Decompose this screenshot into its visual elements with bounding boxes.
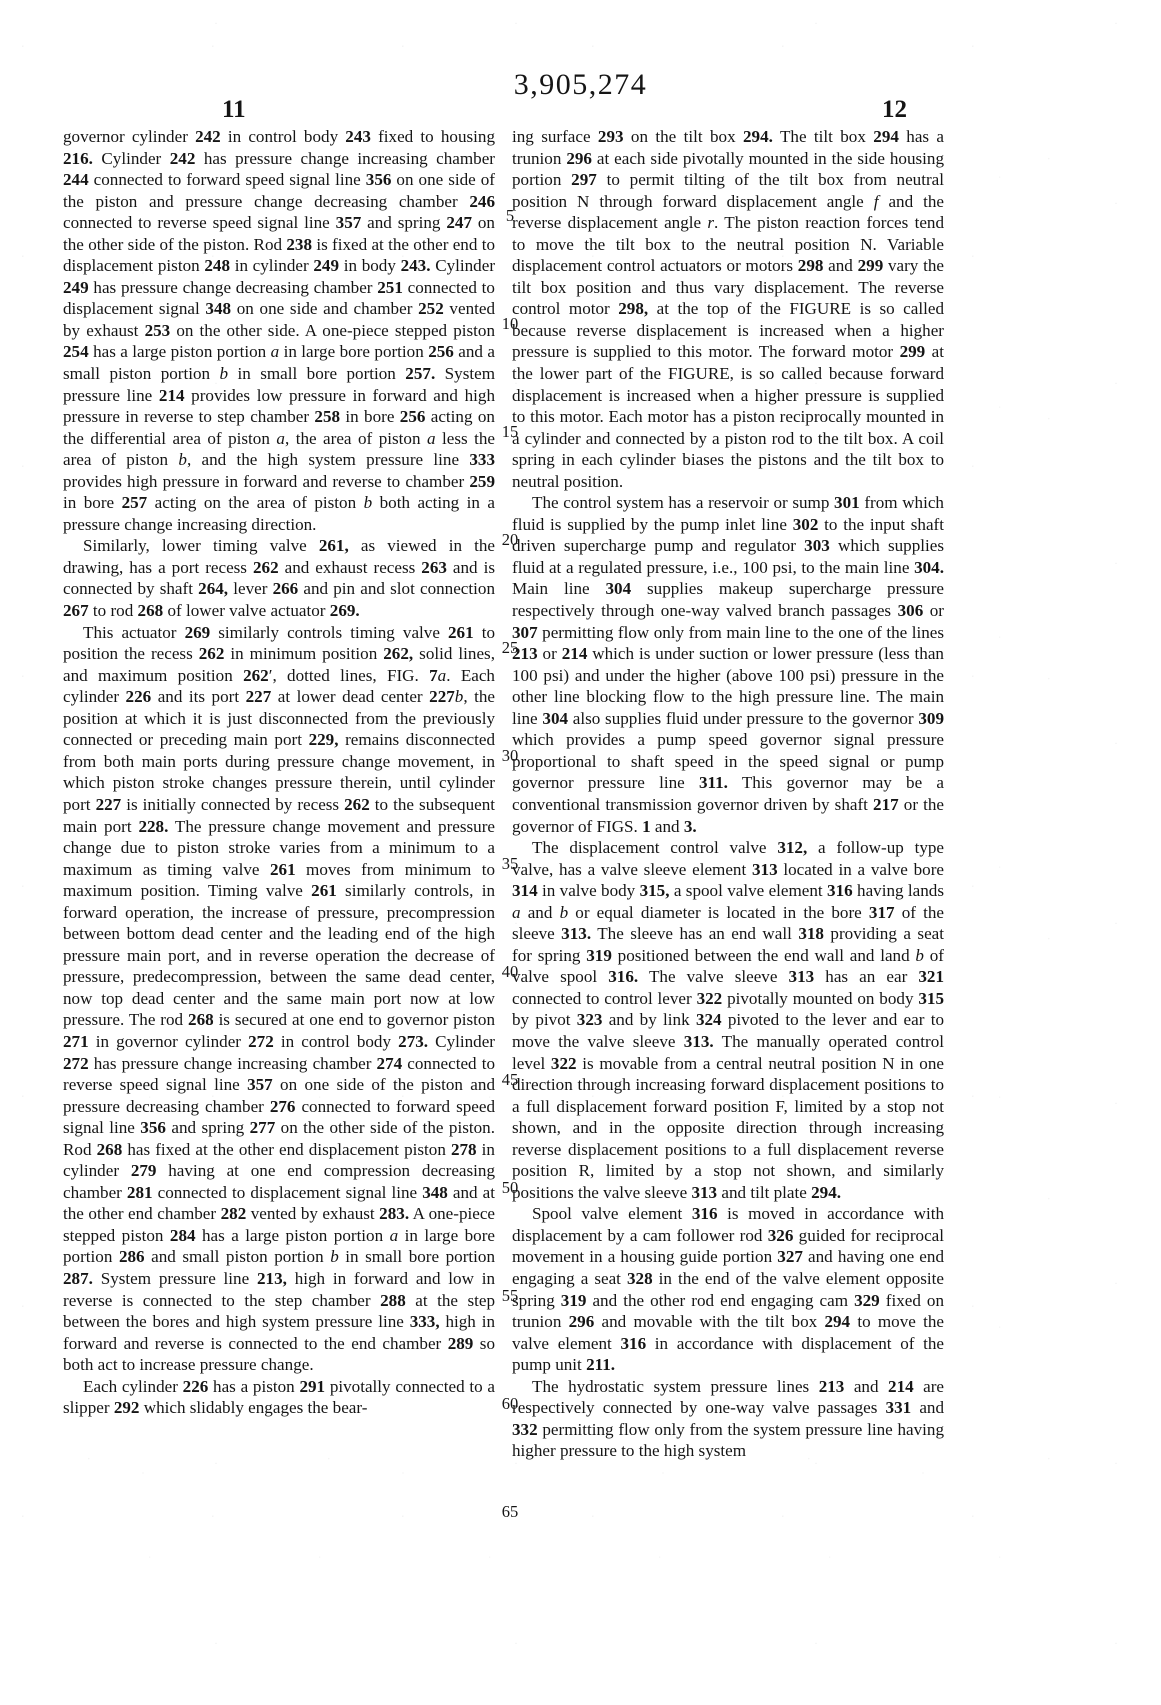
- line-number: 25: [501, 638, 519, 657]
- column-number-left: 11: [222, 96, 246, 123]
- column-number-right: 12: [882, 96, 907, 123]
- line-number: 10: [501, 314, 519, 333]
- line-number: 60: [501, 1394, 519, 1413]
- text-columns: [63, 126, 1103, 1586]
- line-number: 55: [501, 1286, 519, 1305]
- column-left-body: [63, 126, 495, 1419]
- line-number: 30: [501, 746, 519, 765]
- line-number: 40: [501, 962, 519, 981]
- line-number: 35: [501, 854, 519, 873]
- right-column-paragraph: Spool valve element 316 is moved in accordance with displacement by a cam follower rod 326 guided for reciprocal movement in a housing guide portion 327 and having one end engaging a seat 328 in the end of the valve element opposite spring 319 and the other rod end engaging cam 329 fixed on trunion 296 and movable with the tilt box 294 to move the valve element 316 in accordance with displacement of the pump unit 211.: [512, 1204, 945, 1375]
- line-number: 50: [501, 1178, 519, 1197]
- line-number: 65: [501, 1502, 519, 1521]
- right-column-paragraph: The control system has a reservoir or sump 301 from which fluid is supplied by the pump inlet line 302 to the input shaft driven supercharge pump and regulator 303 which supplies fluid at a regulated pressure, i.e., 100 psi, to the main line 304. Main line 304 supplies makeup supercharge pressure respectively through one-way valved branch passages 306 or 307 permitting flow only from main line to the one of the lines 213 or 214 which is under suction or lower pressure (less than 100 psi) and under the higher (above 100 psi) pressure in the other line blocking flow to the high pressure line. The main line 304 also supplies fluid under pressure to the governor 309 which provides a pump speed governor signal pressure proportional to shaft speed in the speed signal or pump governor pressure line 311. This governor may be a conventional transmission governor driven by shaft 217 or the governor of FIGS. 1 and 3.: [512, 493, 945, 836]
- right-column-paragraph: The displacement control valve 312, a follow-up type valve, has a valve sleeve element 313 located in a valve bore 314 in valve body 315, a spool valve element 316 having lands a and b or equal diameter is located in the bore 317 of the sleeve 313. The sleeve has an end wall 318 providing a seat for spring 319 positioned between the end wall and land b of valve spool 316. The valve sleeve 313 has an ear 321 connected to control lever 322 pivotally mounted on body 315 by pivot 323 and by link 324 pivoted to the lever and ear to move the valve sleeve 313. The manually operated control level 322 is movable from a central neutral position N in one direction through increasing forward displacement positions to a full displacement forward position F, limited by a stop not shown, and in the opposite direction through increasing reverse displacement positions to a full displacement reverse position R, limited by a stop not shown, and similarly positions the valve sleeve 313 and tilt plate 294.: [512, 838, 945, 1202]
- line-number: 5: [505, 206, 515, 225]
- line-number: 45: [501, 1070, 519, 1089]
- line-number-gutter: [495, 126, 525, 1586]
- left-column-paragraph: This actuator 269 similarly controls timing valve 261 to position the recess 262 in minimum position 262, solid lines, and maximum position 262′, dotted lines, FIG. 7a. Each cylinder 226 and its port 227 at lower dead center 227b, the position at which it is just disconnected from the previously connected or preceding main port 229, remains disconnected from both main ports during pressure change movement, in which piston stroke changes pressure therein, until cylinder port 227 is initially connected by recess 262 to the subsequent main port 228. The pressure change movement and pressure change due to piston stroke varies from a minimum to a maximum as timing valve 261 moves from minimum to maximum position. Timing valve 261 similarly controls, in forward operation, the increase of pressure, precompression between bottom dead center and the leading end of the high pressure main port, and in reverse operation the decrease of pressure, predecompression, between the same dead center, now top dead center and the same main port now at low pressure. The rod 268 is secured at one end to governor piston 271 in governor cylinder 272 in control body 273. Cylinder 272 has pressure change increasing chamber 274 connected to reverse speed signal line 357 on one side of the piston and pressure decreasing chamber 276 connected to forward speed signal line 356 and spring 277 on the other side of the piston. Rod 268 has fixed at the other end displacement piston 278 in cylinder 279 having at one end compression decreasing chamber 281 connected to displacement signal line 348 and at the other end chamber 282 vented by exhaust 283. A one-piece stepped piston 284 has a large piston portion a in large bore portion 286 and small piston portion b in small bore portion 287. System pressure line 213, high in forward and low in reverse is connected to the step chamber 288 at the step between the bores and high system pressure line 333, high in forward and reverse is connected to the end chamber 289 so both act to increase pressure change.: [63, 622, 496, 1375]
- right-column-paragraph: ing surface 293 on the tilt box 294. The tilt box 294 has a trunion 296 at each side pivotally mounted in the side housing portion 297 to permit tilting of the tilt box from neutral position N through forward displacement angle f and the reverse displacement angle r. The piston reaction forces tend to move the tilt box to the neutral position N. Variable displacement control actuators or motors 298 and 299 vary the tilt box position and thus vary displacement. The reverse control motor 298, at the top of the FIGURE is so called because reverse displacement is increased when a higher pressure is supplied to this motor. The forward motor 299 at the lower part of the FIGURE, is so called because forward displacement is increased when a higher pressure is supplied to this motor. Each motor has a piston reciprocally mounted in a cylinder and connected by a piston rod to the tilt box. A coil spring in each cylinder biases the pistons and the tilt box to neutral position.: [512, 127, 945, 491]
- patent-number: 3,905,274: [513, 68, 648, 101]
- left-column-paragraph: Each cylinder 226 has a piston 291 pivotally connected to a slipper 292 which slidably engages the bear-: [63, 1376, 495, 1418]
- line-number: 20: [501, 530, 519, 549]
- right-column-paragraph: The hydrostatic system pressure lines 213 and 214 are respectively connected by one-way valve passages 331 and 332 permitting flow only from the system pressure line having higher pressure to the high system: [512, 1376, 945, 1461]
- line-number: 15: [501, 422, 519, 441]
- left-column-paragraph: Similarly, lower timing valve 261, as viewed in the drawing, has a port recess 262 and exhaust recess 263 and is connected by shaft 264, lever 266 and pin and slot connection 267 to rod 268 of lower valve actuator 269.: [63, 536, 496, 621]
- column-right-body: [512, 126, 944, 1462]
- left-column-paragraph: governor cylinder 242 in control body 243 fixed to housing 216. Cylinder 242 has pressure change increasing chamber 244 connected to forward speed signal line 356 on one side of the piston and pressure change decreasing chamber 246 connected to reverse speed signal line 357 and spring 247 on the other side of the piston. Rod 238 is fixed at the other end to displacement piston 248 in cylinder 249 in body 243. Cylinder 249 has pressure change decreasing chamber 251 connected to displacement signal 348 on one side and chamber 252 vented by exhaust 253 on the other side. A one-piece stepped piston 254 has a large piston portion a in large bore portion 256 and a small piston portion b in small bore portion 257. System pressure line 214 provides low pressure in forward and high pressure in reverse to step chamber 258 in bore 256 acting on the differential area of piston a, the area of piston a less the area of piston b, and the high system pressure line 333 provides high pressure in forward and reverse to chamber 259 in bore 257 acting on the area of piston b both acting in a pressure change increasing direction.: [63, 127, 496, 534]
